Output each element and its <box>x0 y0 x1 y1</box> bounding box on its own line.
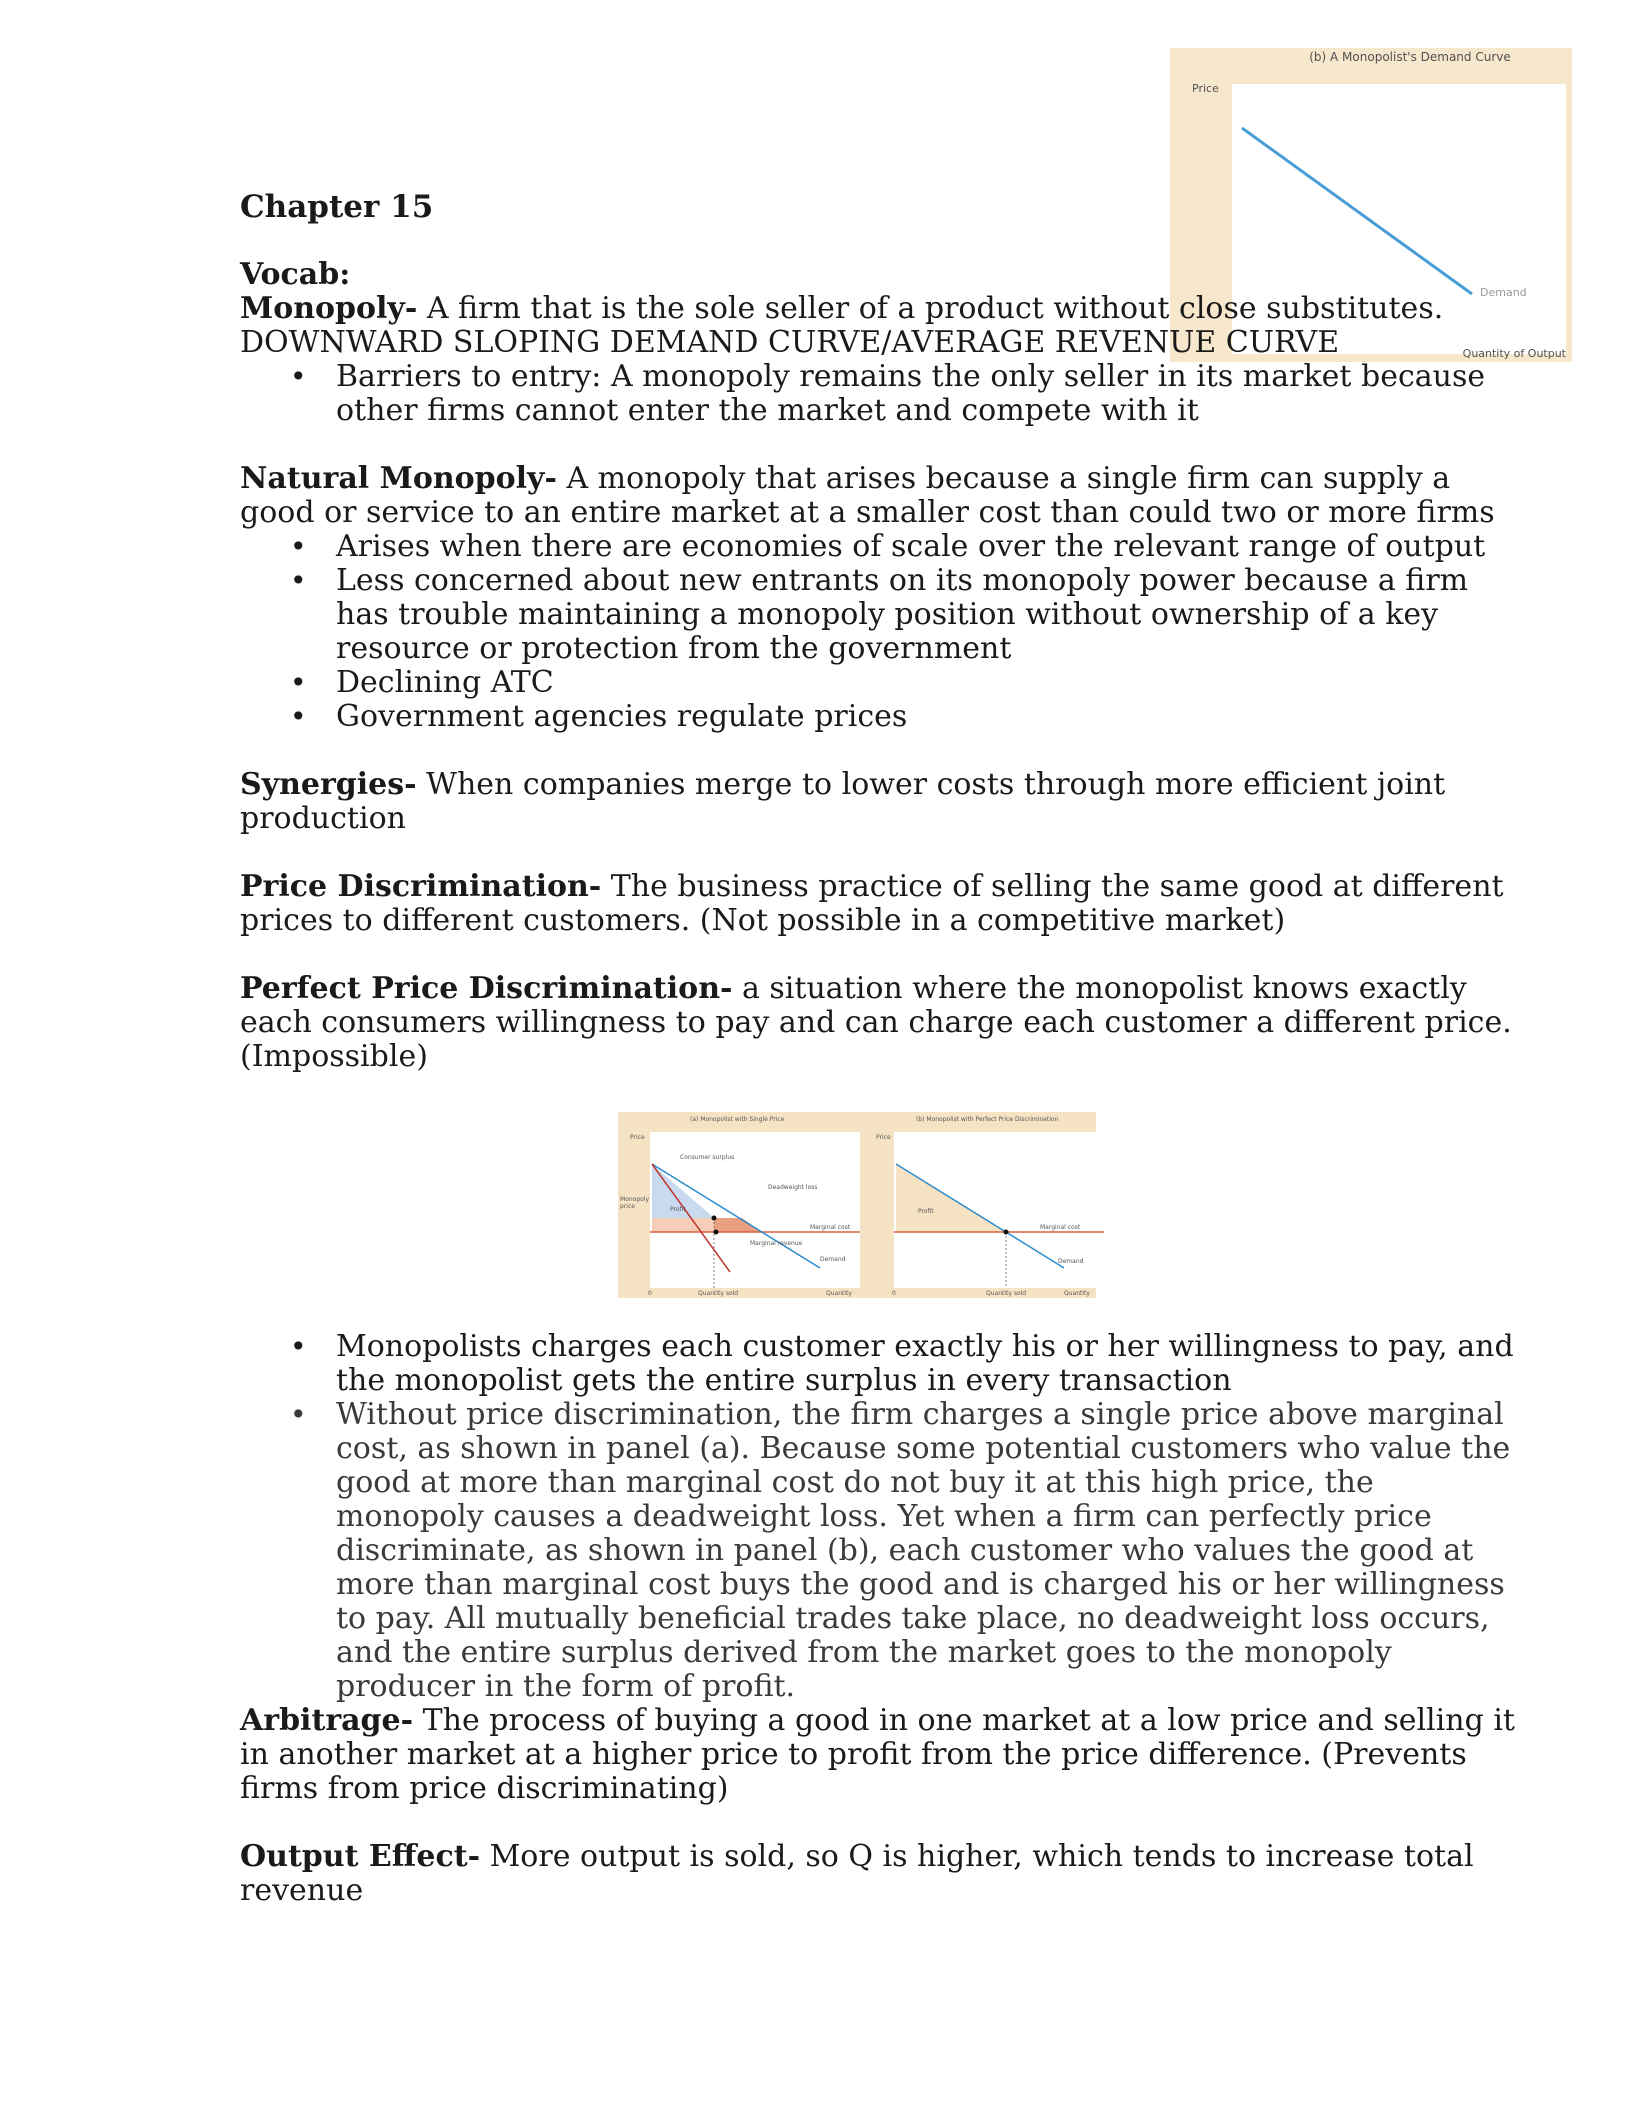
list-item: • Arises when there are economies of scale over the relevant range of output <box>240 530 1530 564</box>
price-label: Price <box>876 1134 891 1141</box>
term: Monopoly- <box>240 291 418 326</box>
term: Perfect Price Discrimination- <box>240 971 733 1006</box>
definition: A monopoly that arises because a single firm can supply a good or service to an entire market at a smaller cost than could two or more firms <box>240 461 1495 530</box>
profit-label: Profit <box>918 1208 934 1215</box>
quantity-sold-label: Quantity sold <box>698 1290 739 1297</box>
term: Arbitrage- <box>240 1703 414 1738</box>
equilibrium-point <box>712 1216 717 1221</box>
list-item: • Declining ATC <box>240 666 1530 700</box>
y-axis-label: Price <box>1192 82 1219 95</box>
definition: More output is sold, so Q is higher, which tends to increase total revenue <box>240 1839 1474 1908</box>
marginal-cost-label: Marginal cost <box>810 1224 851 1231</box>
list-item: • Government agencies regulate prices <box>240 700 1530 734</box>
price-discrimination-entry <box>240 870 1530 938</box>
monopoly-entry <box>240 292 1530 326</box>
origin-label: 0 <box>892 1290 896 1297</box>
definition: The process of buying a good in one market at a low price and selling it in another market at a higher price to profit from the price difference. (Prevents firms from price discriminating) <box>240 1703 1515 1806</box>
deadweight-loss-label: Deadweight loss <box>768 1184 818 1191</box>
chapter-heading: Chapter 15 <box>240 189 434 225</box>
figure-title: (b) A Monopolist's Demand Curve <box>1309 50 1511 64</box>
equilibrium-point <box>1004 1230 1009 1235</box>
quantity-sold-label: Quantity sold <box>986 1290 1027 1297</box>
panel-a <box>650 1132 860 1288</box>
monopoly-price-label: Monopoly price <box>620 1196 650 1210</box>
vocab-label: Vocab: <box>240 257 351 292</box>
quantity-label: Quantity <box>826 1290 852 1297</box>
profit-label: Profit <box>670 1206 686 1213</box>
output-effect-entry <box>240 1840 1530 1908</box>
definition: A firm that is the sole seller of a product without close substitutes. <box>417 291 1444 326</box>
deadweight-loss-area <box>714 1218 762 1232</box>
panel-b <box>894 1132 1104 1288</box>
demand-label: Demand <box>820 1256 846 1263</box>
monopoly-bullets <box>240 360 1530 428</box>
document-body <box>240 190 1530 1908</box>
marginal-revenue-label: Marginal revenue <box>750 1240 803 1247</box>
perfect-price-discrimination-entry <box>240 972 1530 1074</box>
natural-monopoly-bullets <box>240 530 1530 734</box>
list-item: • Monopolists charges each customer exactly his or her willingness to pay, and the monopolist gets the entire surplus in every transaction <box>240 1330 1530 1398</box>
demand-label: Demand <box>1480 286 1527 299</box>
list-item: • Less concerned about new entrants on its monopoly power because a firm has trouble maintaining a monopoly position without ownership of a key resource or protection from the government <box>240 564 1530 666</box>
x-axis-label: Quantity of Output <box>1462 347 1566 360</box>
demand-label: Demand <box>1058 1258 1084 1265</box>
marginal-cost-label: Marginal cost <box>1040 1224 1081 1231</box>
term: Natural Monopoly- <box>240 461 557 496</box>
list-item: • Barriers to entry: A monopoly remains the only seller in its market because other firms cannot enter the market and compete with it <box>240 360 1530 428</box>
term: Synergies- <box>240 767 417 802</box>
arbitrage-entry <box>240 1704 1530 1806</box>
definition: The business practice of selling the same good at different prices to different customers. (Not possible in a competitive market) <box>240 869 1504 938</box>
definition: a situation where the monopolist knows exactly each consumers willingness to pay and can charge each customer a different price. (Impossible) <box>240 971 1512 1074</box>
panel-b-title: (b) Monopolist with Perfect Price Discrimination <box>916 1116 1059 1123</box>
definition: When companies merge to lower costs through more efficient joint production <box>240 767 1446 836</box>
quantity-label: Quantity <box>1064 1290 1090 1297</box>
origin-label: 0 <box>648 1290 652 1297</box>
mr-mc-point <box>714 1230 719 1235</box>
term: Price Discrimination- <box>240 869 602 904</box>
price-label: Price <box>630 1134 645 1141</box>
price-discrimination-figure <box>618 1112 1096 1298</box>
consumer-surplus-label: Consumer surplus <box>680 1154 735 1161</box>
term: Output Effect- <box>240 1839 481 1874</box>
panel-a-title: (a) Monopolist with Single Price <box>690 1116 785 1123</box>
list-item: • Without price discrimination, the firm charges a single price above marginal cost, as shown in panel (a). Because some potential customers who value the good at more than marginal cost do not buy it at this high price, the monopoly causes a deadweight loss. Yet when a firm can perfectly price discriminate, as shown in panel (b), each customer who values the good at more than marginal cost buys the good and is charged his or her willingness to pay. All mutually beneficial trades take place, no deadweight loss occurs, and the entire surplus derived from the market goes to the monopoly producer in the form of profit. <box>240 1398 1530 1704</box>
price-discrimination-bullets <box>240 1330 1530 1704</box>
monopoly-caps-line: DOWNWARD SLOPING DEMAND CURVE/AVERAGE REVENUE CURVE <box>240 325 1340 360</box>
natural-monopoly-entry <box>240 462 1530 530</box>
synergies-entry <box>240 768 1530 836</box>
